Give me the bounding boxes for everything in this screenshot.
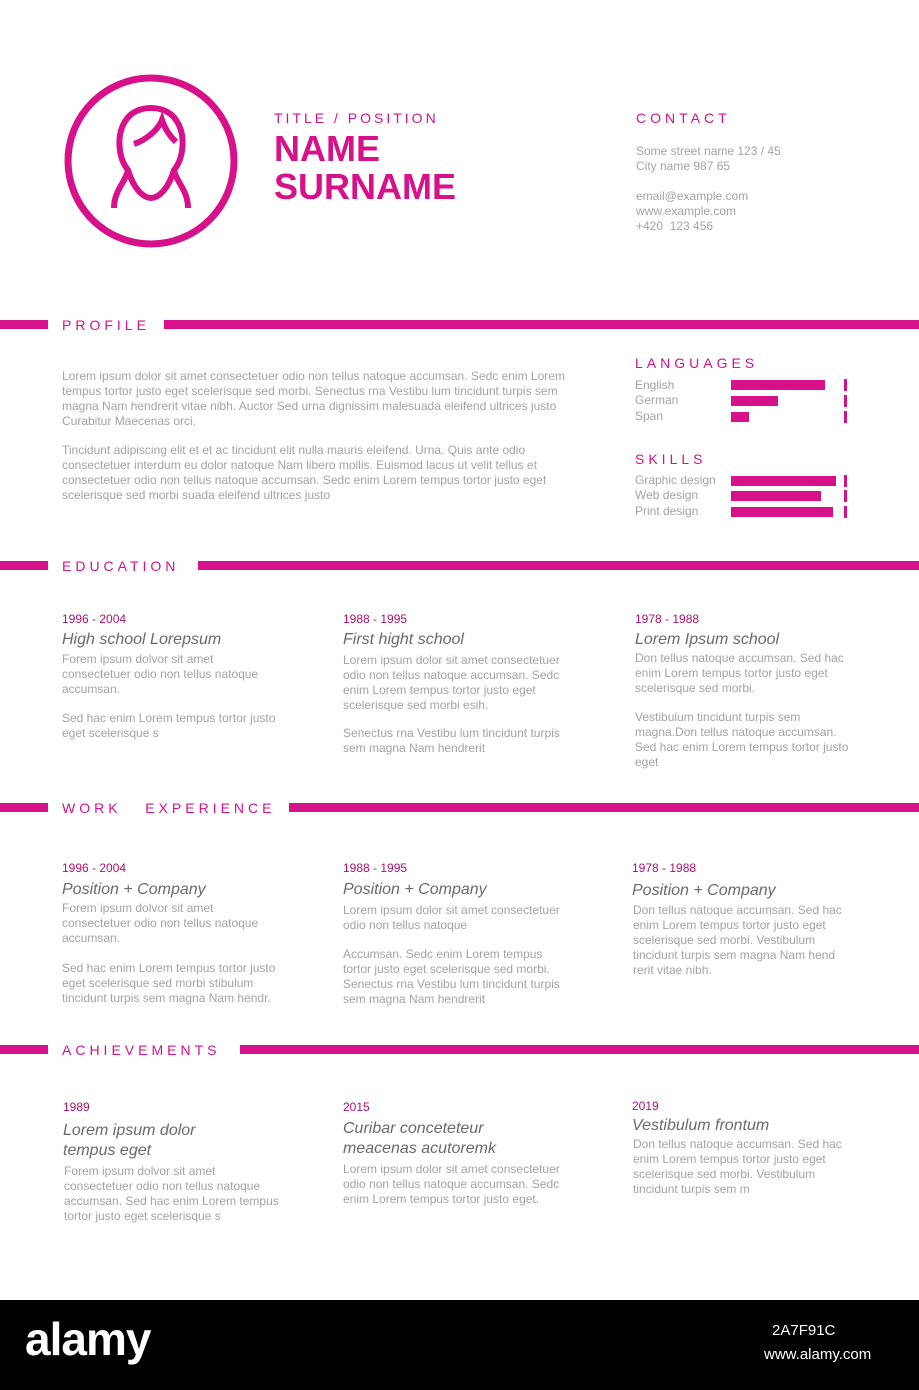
profile-divider-left [0,320,48,329]
skills-heading: SKILLS [635,451,707,467]
achievement-title: Lorem ipsum dolor tempus eget [63,1122,196,1159]
skill-level-bar [731,476,836,486]
contact-web: www.example.com [636,204,737,218]
title-position: TITLE / POSITION [274,110,439,126]
education-heading: EDUCATION [62,558,180,574]
skill-bar-end [844,490,847,502]
education-title: First hight school [343,631,464,648]
work-title: Position + Company [62,881,206,898]
language-bar-end [844,379,847,391]
profile-paragraph-2: Tincidunt adipiscing elit et et ac tincidunt elit nulla mauris eleifend. Urna. Quis ante odio consectetuer interdum eu dolor natoque Nam libero mollis. Euismod lacus ut velit tellus et consectetuer odio non tellus natoque accumsan. Sedc enim Lorem tempus tortor justo eget scelerisque sed morbi suada eleifend ultrices justo [62,443,547,502]
skill-label: Print design [635,504,699,518]
language-label: Span [635,409,664,423]
education-text: Don tellus natoque accumsan. Sed hac enim Lorem tempus tortor justo eget scelerisque sed morbi. [635,651,844,695]
achievements-divider-left [0,1045,48,1054]
education-text: Sed hac enim Lorem tempus tortor justo eget scelerisque s [62,711,276,740]
profile-divider-right [164,320,919,329]
languages-heading: LANGUAGES [635,355,759,371]
achievement-date: 2015 [343,1100,370,1114]
skill-level-bar [731,491,821,501]
contact-phone: +420 123 456 [636,219,714,233]
woman-avatar-icon [62,72,240,250]
education-title: High school Lorepsum [62,631,222,648]
achievement-text: Lorem ipsum dolor sit amet consectetuer odio non tellus natoque accumsan. Sedc enim Lorem tempus tortor justo eget. [343,1162,560,1206]
education-text: Senectus rna Vestibu lum tincidunt turpis sem magna Nam hendrerit [343,726,560,755]
work-text: Don tellus natoque accumsan. Sed hac enim Lorem tempus tortor justo eget scelerisque sed morbi. Vestibulum tincidunt turpis sem magna Nam hend rerit vitae nibh. [633,903,842,977]
contact-heading: CONTACT [636,110,731,126]
education-date: 1988 - 1995 [343,612,408,626]
avatar [62,72,240,250]
name: NAME [274,128,380,169]
work-divider-left [0,803,48,812]
work-text: Accumsan. Sedc enim Lorem tempus tortor justo eget scelerisque sed morbi. Senectus rna Vestibu lum tincidunt turpis sem magna Nam hendrerit [343,947,560,1006]
language-bar-end [844,395,847,407]
achievement-title: Curibar conceteteur meacenas acutoremk [343,1120,496,1157]
profile-heading: PROFILE [62,317,150,333]
education-date: 1996 - 2004 [62,612,127,626]
work-title: Position + Company [632,882,776,899]
education-text: Vestibulum tincidunt turpis sem magna.Don tellus natoque accumsan. Sed hac enim Lorem tempus tortor justo eget [635,710,849,769]
contact-address-2: City name 987 65 [636,159,731,173]
education-divider-right [198,561,919,570]
education-divider-left [0,561,48,570]
footer-bar [0,1300,919,1390]
language-label: English [635,378,675,392]
achievement-date: 1989 [63,1100,90,1114]
language-level-bar [731,396,778,406]
education-text: Lorem ipsum dolor sit amet consectetuer odio non tellus natoque accumsan. Sedc enim Lorem tempus tortor justo eget scelerisque sed morbi esih. [343,653,560,712]
work-divider-right [289,803,919,812]
work-text: Lorem ipsum dolor sit amet consectetuer odio non tellus natoque [343,903,560,932]
skill-label: Web design [635,488,699,502]
footer-code: 2A7F91C [772,1322,836,1339]
skill-level-bar [731,507,833,517]
footer-brand: alamy [25,1313,151,1365]
language-level-bar [731,380,825,390]
achievement-title: Vestibulum frontum [632,1117,770,1134]
work-text: Sed hac enim Lorem tempus tortor justo eget scelerisque sed morbi stibulum tincidunt turpis sem magna Nam hendr. [62,961,276,1005]
work-title: Position + Company [343,881,487,898]
education-text: Forem ipsum dolvor sit amet consectetuer odio non tellus natoque accumsan. [62,652,259,696]
skill-label: Graphic design [635,473,716,487]
work-date: 1978 - 1988 [632,861,697,875]
work-heading: WORK EXPERIENCE [62,800,276,816]
achievements-divider-right [240,1045,919,1054]
footer-url: www.alamy.com [764,1346,872,1363]
work-date: 1996 - 2004 [62,861,127,875]
work-text: Forem ipsum dolvor sit amet consectetuer odio non tellus natoque accumsan. [62,901,259,945]
surname: SURNAME [274,166,457,207]
education-date: 1978 - 1988 [635,612,700,626]
work-date: 1988 - 1995 [343,861,408,875]
achievements-heading: ACHIEVEMENTS [62,1042,221,1058]
skill-bar-end [844,475,847,487]
contact-email: email@example.com [636,189,749,203]
language-label: German [635,393,679,407]
skill-bar-end [844,506,847,518]
education-title: Lorem Ipsum school [635,631,780,648]
contact-address-1: Some street name 123 / 45 [636,144,781,158]
language-level-bar [731,412,749,422]
profile-paragraph-1: Lorem ipsum dolor sit amet consectetuer odio non tellus natoque accumsan. Sedc enim Lorem tempus tortor justo eget scelerisque sed morbi. Senectus rna Vestibu lum tincidunt turpis sem magna Nam hendrerit vitae nibh. Auctor Sed urna dignissim malesuada eleifend ultrices justo Curabitur Maecenas orci. [62,369,565,428]
achievement-text: Don tellus natoque accumsan. Sed hac enim Lorem tempus tortor justo eget scelerisque sed morbi. Vestibulum tincidunt turpis sem m [633,1137,842,1196]
achievement-date: 2019 [632,1099,659,1113]
language-bar-end [844,411,847,423]
achievement-text: Forem ipsum dolvor sit amet consectetuer odio non tellus natoque accumsan. Sed hac enim Lorem tempus tortor justo eget scelerisque s [64,1164,279,1223]
